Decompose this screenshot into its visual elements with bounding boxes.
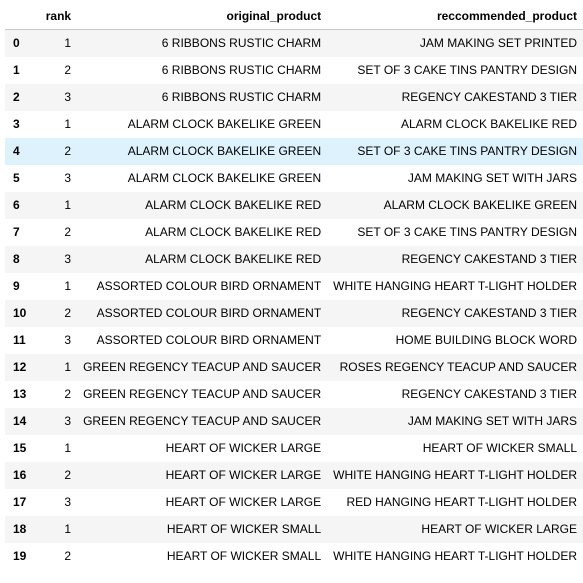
recommended-product-cell: REGENCY CAKESTAND 3 TIER (401, 306, 577, 320)
row-index-cell: 10 (13, 306, 27, 320)
dataframe-table (5, 4, 583, 570)
table-row (5, 111, 583, 138)
original-product-cell: HEART OF WICKER LARGE (165, 441, 322, 455)
row-index-cell: 2 (13, 90, 20, 104)
recommended-product-cell: WHITE HANGING HEART T-LIGHT HOLDER (333, 549, 577, 563)
table-row (5, 516, 583, 543)
original-product-cell: HEART OF WICKER SMALL (166, 549, 322, 563)
row-index-cell: 0 (13, 36, 20, 50)
row-index-cell: 3 (13, 117, 20, 131)
recommended-product-cell: JAM MAKING SET WITH JARS (407, 414, 577, 428)
original-product-cell: HEART OF WICKER LARGE (165, 468, 322, 482)
row-index-cell: 9 (13, 279, 20, 293)
rank-cell: 2 (64, 306, 72, 320)
rank-cell: 3 (64, 333, 72, 347)
table-row (5, 57, 583, 84)
table-row (5, 246, 583, 273)
rank-cell: 2 (64, 144, 72, 158)
recommended-product-cell: WHITE HANGING HEART T-LIGHT HOLDER (333, 279, 577, 293)
rank-cell: 1 (64, 198, 72, 212)
rank-cell: 3 (64, 495, 72, 509)
rank-cell: 1 (64, 360, 72, 374)
row-index-cell: 13 (13, 387, 27, 401)
row-index-cell: 15 (13, 441, 27, 455)
row-index-cell: 18 (13, 522, 27, 536)
recommended-product-cell: ALARM CLOCK BAKELIKE RED (400, 117, 577, 131)
recommended-product-cell: HEART OF WICKER LARGE (421, 522, 577, 536)
recommended-product-header: reccommended_product (327, 4, 583, 30)
row-index-cell: 14 (13, 414, 27, 428)
rank-cell: 3 (64, 171, 72, 185)
recommended-product-cell: SET OF 3 CAKE TINS PANTRY DESIGN (357, 225, 577, 239)
table-row (5, 543, 583, 570)
recommended-product-cell: REGENCY CAKESTAND 3 TIER (401, 387, 577, 401)
recommended-product-cell: HEART OF WICKER SMALL (422, 441, 577, 455)
recommended-product-cell: RED HANGING HEART T-LIGHT HOLDER (346, 495, 577, 509)
original-product-cell: 6 RIBBONS RUSTIC CHARM (161, 63, 322, 77)
table-row (5, 489, 583, 516)
table-row (5, 219, 583, 246)
original-product-cell: GREEN REGENCY TEACUP AND SAUCER (83, 387, 322, 401)
rank-cell: 1 (64, 36, 72, 50)
table-row (5, 30, 583, 58)
table-body (5, 30, 583, 571)
original-product-cell: GREEN REGENCY TEACUP AND SAUCER (83, 360, 322, 374)
row-index-cell: 19 (13, 549, 27, 563)
table-row (5, 462, 583, 489)
row-index-cell: 8 (13, 252, 20, 266)
original-product-cell: 6 RIBBONS RUSTIC CHARM (161, 36, 322, 50)
table-row (5, 138, 583, 165)
row-index-cell: 5 (13, 171, 20, 185)
table-row (5, 408, 583, 435)
table-row (5, 300, 583, 327)
recommended-product-cell: ROSES REGENCY TEACUP AND SAUCER (339, 360, 577, 374)
rank-cell: 2 (64, 549, 72, 563)
original-product-cell: ALARM CLOCK BAKELIKE RED (145, 198, 322, 212)
table-row (5, 165, 583, 192)
recommended-product-cell: SET OF 3 CAKE TINS PANTRY DESIGN (357, 144, 577, 158)
recommended-product-cell: JAM MAKING SET WITH JARS (407, 171, 577, 185)
original-product-cell: GREEN REGENCY TEACUP AND SAUCER (83, 414, 322, 428)
original-product-cell: ASSORTED COLOUR BIRD ORNAMENT (96, 306, 322, 320)
rank-cell: 1 (64, 441, 72, 455)
recommended-product-cell: SET OF 3 CAKE TINS PANTRY DESIGN (357, 63, 577, 77)
original-product-cell: ASSORTED COLOUR BIRD ORNAMENT (96, 279, 322, 293)
original-product-cell: ALARM CLOCK BAKELIKE GREEN (127, 171, 322, 185)
table-row (5, 192, 583, 219)
original-product-cell: HEART OF WICKER SMALL (166, 522, 322, 536)
rank-cell: 3 (64, 252, 72, 266)
recommended-product-cell: HOME BUILDING BLOCK WORD (395, 333, 577, 347)
rank-cell: 2 (64, 63, 72, 77)
original-product-cell: 6 RIBBONS RUSTIC CHARM (161, 90, 322, 104)
recommended-product-cell: REGENCY CAKESTAND 3 TIER (401, 252, 577, 266)
rank-cell: 1 (64, 279, 72, 293)
rank-cell: 1 (64, 522, 72, 536)
rank-cell: 2 (64, 225, 72, 239)
header-row (5, 4, 583, 30)
row-index-cell: 4 (13, 144, 20, 158)
original-product-cell: ALARM CLOCK BAKELIKE GREEN (127, 144, 322, 158)
table-row (5, 273, 583, 300)
recommended-product-cell: JAM MAKING SET PRINTED (419, 36, 577, 50)
original-product-cell: ALARM CLOCK BAKELIKE RED (145, 252, 322, 266)
original-product-cell: ASSORTED COLOUR BIRD ORNAMENT (96, 333, 322, 347)
rank-cell: 2 (64, 468, 72, 482)
index-header (5, 4, 36, 30)
table-row (5, 435, 583, 462)
original-product-cell: ALARM CLOCK BAKELIKE RED (145, 225, 322, 239)
table-row (5, 327, 583, 354)
original-product-header: original_product (77, 4, 327, 30)
rank-header: rank (36, 4, 77, 30)
rank-cell: 1 (64, 117, 72, 131)
recommended-product-cell: ALARM CLOCK BAKELIKE GREEN (383, 198, 577, 212)
original-product-cell: ALARM CLOCK BAKELIKE GREEN (127, 117, 322, 131)
row-index-cell: 12 (13, 360, 27, 374)
rank-cell: 2 (64, 387, 72, 401)
table-row (5, 354, 583, 381)
original-product-cell: HEART OF WICKER LARGE (165, 495, 322, 509)
row-index-cell: 7 (13, 225, 20, 239)
row-index-cell: 6 (13, 198, 20, 212)
table-row (5, 381, 583, 408)
row-index-cell: 11 (13, 333, 26, 347)
row-index-cell: 17 (13, 495, 27, 509)
rank-cell: 3 (64, 90, 72, 104)
recommended-product-cell: REGENCY CAKESTAND 3 TIER (401, 90, 577, 104)
rank-cell: 3 (64, 414, 72, 428)
row-index-cell: 1 (13, 63, 20, 77)
table-header (5, 4, 583, 30)
recommended-product-cell: WHITE HANGING HEART T-LIGHT HOLDER (333, 468, 577, 482)
table-row (5, 84, 583, 111)
row-index-cell: 16 (13, 468, 27, 482)
